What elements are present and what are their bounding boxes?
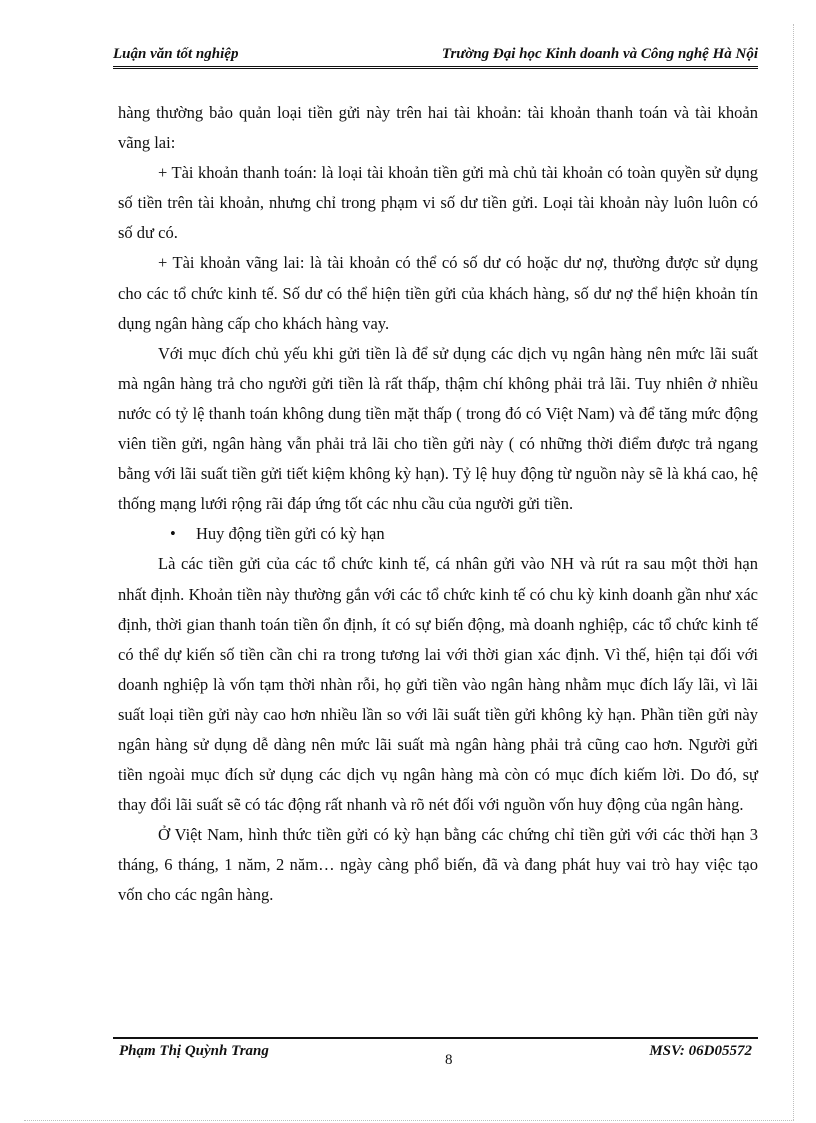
page-footer — [113, 1037, 758, 1079]
footer-student-id: MSV: 06D05572 — [649, 1043, 752, 1059]
header-university-name: Trường Đại học Kinh doanh và Công nghệ Hà Nội — [441, 46, 758, 62]
paragraph-vietnam-term-deposit: Ở Việt Nam, hình thức tiền gửi có kỳ hạn bằng các chứng chỉ tiền gửi với các thời hạn 3 tháng, 6 tháng, 1 năm, 2 năm… ngày càng phổ biến, đã và đang phát huy vai trò hay việc tạo vốn cho các ngân hàng. — [118, 825, 758, 905]
paragraph-payment-account: + Tài khoản thanh toán: là loại tài khoản tiền gửi mà chủ tài khoản có toàn quyền sử dụng số tiền trên tài khoản, nhưng chỉ trong phạm vi số dư tiền gửi. Loại tài khoản này luôn luôn có số dư có. — [118, 163, 758, 243]
bullet-icon: • — [170, 524, 176, 544]
bullet-item-term-deposit — [118, 519, 758, 549]
header-thesis-title: Luận văn tốt nghiệp — [113, 46, 239, 62]
page-bottom-edge — [24, 1120, 794, 1121]
document-body — [118, 98, 758, 911]
paragraph-term-deposit-definition: Là các tiền gửi của các tổ chức kinh tế, cá nhân gửi vào NH và rút ra sau một thời hạn nhất định. Khoản tiền này thường gắn với các tổ chức kinh tế có chu kỳ kinh doanh gần như xác định, thời gian thanh toán tiền ổn định, ít có sự biến động, mà doanh nghiệp, các tổ chức kinh tế có thể dự kiến số tiền cần chi ra trong tương lai với thời gian xác định. Vì thế, hiện tại đối với doanh nghiệp là vốn tạm thời nhàn rỗi, họ gửi tiền vào ngân hàng nhằm mục đích lấy lãi, vì lãi suất loại tiền gửi này cao hơn nhiều lần so với lãi suất tiền gửi không kỳ hạn. Phần tiền gửi này ngân hàng sử dụng dễ dàng nên mức lãi suất mà ngân hàng phải trả cũng cao hơn. Người gửi tiền ngoài mục đích sử dụng các dịch vụ ngân hàng mà còn có mục đích kiếm lời. Do đó, sự thay đổi lãi suất sẽ có tác động rất nhanh và rõ nét đối với nguồn vốn huy động của ngân hàng. — [118, 554, 758, 815]
footer-author: Phạm Thị Quỳnh Trang — [119, 1043, 269, 1059]
paragraph-interest-purpose: Với mục đích chủ yếu khi gửi tiền là để sử dụng các dịch vụ ngân hàng nên mức lãi suất mà ngân hàng trả cho người gửi tiền là rất thấp, thậm chí không phải trả lãi. Tuy nhiên ở nhiều nước có tỷ lệ thanh toán không dung tiền mặt thấp ( trong đó có Việt Nam) và để tăng mức động viên tiền gửi, ngân hàng vẫn phải trả lãi cho tiền gửi này ( có những thời điểm được trả ngang bằng với lãi suất tiền gửi tiết kiệm không kỳ hạn). Tỷ lệ huy động từ nguồn này sẽ là khá cao, hệ thống mạng lưới rộng rãi đáp ứng tốt các nhu cầu của người gửi tiền. — [118, 343, 758, 514]
page-right-edge — [793, 24, 794, 1120]
page-number: 8 — [445, 1052, 453, 1068]
paragraph-account-types: hàng thường bảo quản loại tiền gửi này trên hai tài khoản: tài khoản thanh toán và tài khoản vãng lai: — [118, 103, 758, 153]
paragraph-current-account: + Tài khoản vãng lai: là tài khoản có thể có số dư có hoặc dư nợ, thường được sử dụng cho các tổ chức kinh tế. Số dư có thể hiện tiền gửi của khách hàng, số dư nợ thể hiện khoản tín dụng ngân hàng cấp cho khách hàng vay. — [118, 253, 758, 333]
page-header — [113, 44, 758, 69]
bullet-item-label: Huy động tiền gửi có kỳ hạn — [196, 524, 385, 544]
